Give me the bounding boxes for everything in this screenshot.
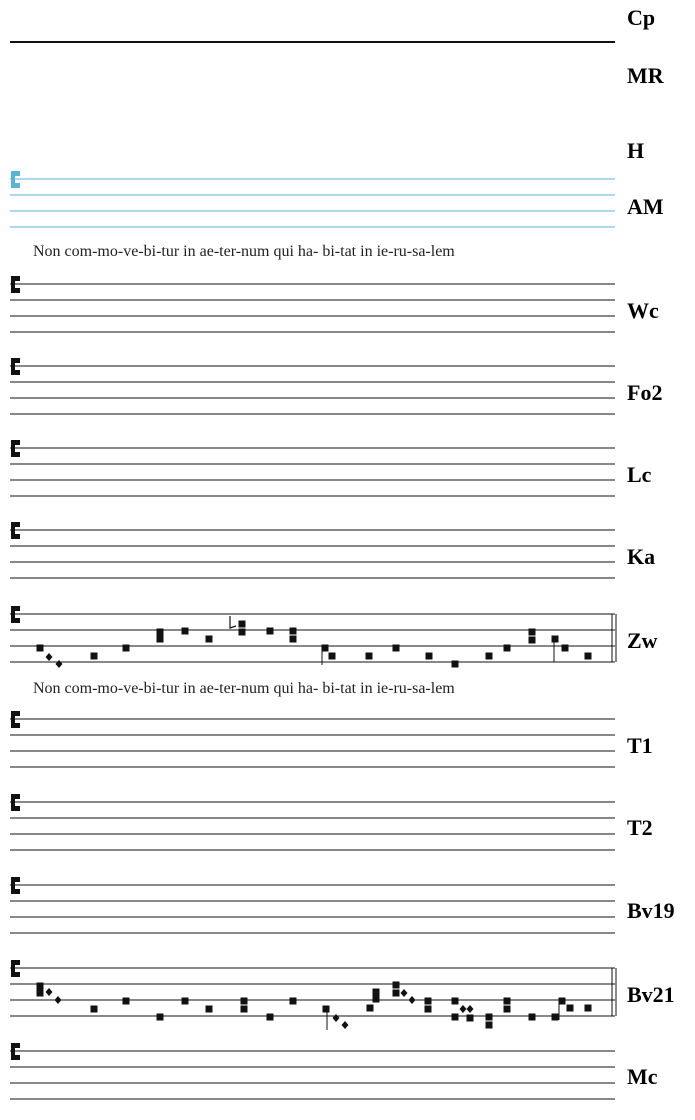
c-clef-icon [11, 806, 20, 811]
c-clef-icon [11, 440, 20, 445]
neume-square [157, 1014, 164, 1021]
neume-diamond [342, 1021, 349, 1029]
neume-diamond [46, 653, 53, 661]
neume-square [366, 653, 373, 660]
c-clef-icon [11, 606, 15, 623]
neume-square [567, 1005, 574, 1012]
c-clef-icon [11, 358, 20, 363]
neume-square [393, 990, 400, 997]
neume-square [367, 1005, 374, 1012]
siglum-lc: Lc [627, 462, 652, 487]
c-clef-icon [11, 370, 20, 375]
neume-square [504, 998, 511, 1005]
neume-square [529, 629, 536, 636]
c-clef-icon [11, 606, 20, 611]
neume-square [91, 653, 98, 660]
neume-diamond [333, 1014, 340, 1022]
neume-square [239, 629, 246, 636]
c-clef-icon [11, 711, 15, 728]
neume-square [123, 998, 130, 1005]
siglum-h: H [627, 138, 645, 163]
neume-diamond [56, 660, 63, 668]
c-clef-icon [11, 1055, 20, 1060]
neume-square [373, 996, 380, 1003]
neume-square [562, 645, 569, 652]
neume-square [37, 983, 44, 990]
c-clef-icon [11, 877, 15, 894]
siglum-ka: Ka [627, 544, 656, 569]
neume-square [182, 998, 189, 1005]
neume-square [267, 1014, 274, 1021]
neume-square [290, 636, 297, 643]
neume-square [267, 628, 274, 635]
neume-square [393, 645, 400, 652]
c-clef-icon [11, 794, 20, 799]
neume-square [467, 1015, 474, 1022]
neume-square [425, 998, 432, 1005]
c-clef-icon [11, 183, 20, 188]
neume-diamond [46, 988, 53, 996]
c-clef-icon [11, 711, 20, 716]
siglum-t2: T2 [627, 815, 653, 840]
neume-square [552, 1014, 559, 1021]
siglum-mr: MR [627, 63, 664, 88]
neume-square [91, 1006, 98, 1013]
neume-square [504, 645, 511, 652]
neume-square [373, 989, 380, 996]
siglum-bv21: Bv21 [627, 982, 675, 1007]
siglum-am: AM [627, 194, 664, 219]
c-clef-icon [11, 440, 15, 457]
c-clef-icon [11, 960, 15, 977]
c-clef-icon [11, 522, 15, 539]
c-clef-icon [11, 171, 15, 188]
neume-diamond [460, 1005, 467, 1013]
neume-square [37, 990, 44, 997]
neume-square [559, 998, 566, 1005]
neume-square [452, 1014, 459, 1021]
c-clef-icon [11, 276, 15, 293]
c-clef-icon [11, 1043, 15, 1060]
neume-square [206, 1006, 213, 1013]
neume-square [504, 1006, 511, 1013]
c-clef-icon [11, 1043, 20, 1048]
neume-square [206, 636, 213, 643]
neume-square [37, 645, 44, 652]
neume-square [123, 645, 130, 652]
neume-square [486, 1014, 493, 1021]
siglum-wc: Wc [627, 298, 659, 323]
c-clef-icon [11, 960, 20, 965]
neume-square [426, 653, 433, 660]
neume-square [486, 653, 493, 660]
header-rule [10, 41, 615, 43]
neume-square [290, 628, 297, 635]
staff-lines-group [10, 171, 616, 1099]
siglum-t1: T1 [627, 733, 653, 758]
neume-square [486, 1022, 493, 1029]
siglum-bv19: Bv19 [627, 898, 675, 923]
zw-neume-group [37, 616, 592, 668]
neume-square [329, 653, 336, 660]
siglum-zw: Zw [627, 628, 658, 653]
neume-square [552, 636, 559, 643]
c-clef-icon [11, 358, 15, 375]
neume-square [241, 1006, 248, 1013]
neume-diamond [409, 996, 416, 1004]
neume-square [393, 982, 400, 989]
c-clef-icon [11, 618, 20, 623]
neume-square [425, 1006, 432, 1013]
siglum-mc: Mc [627, 1064, 658, 1089]
neume-square [452, 998, 459, 1005]
neume-square [585, 653, 592, 660]
c-clef-icon [11, 972, 20, 977]
c-clef-icon [11, 276, 20, 281]
neume-square [529, 637, 536, 644]
c-clef-icon [11, 171, 20, 176]
c-clef-icon [11, 889, 20, 894]
lyrics-line-2: Non com-mo-ve-bi-tur in ae-ter-num qui ha- bi-tat in ie-ru-sa-lem [33, 680, 455, 697]
c-clef-icon [11, 723, 20, 728]
c-clef-icon [11, 522, 20, 527]
flat-sign-icon [230, 616, 236, 628]
c-clef-icon [11, 534, 20, 539]
neume-square [323, 1006, 330, 1013]
siglum-fo2: Fo2 [627, 380, 663, 405]
neume-diamond [401, 989, 408, 997]
neume-square [157, 629, 164, 636]
bv21-neume-group [37, 982, 592, 1031]
neume-square [585, 1005, 592, 1012]
neume-square [452, 661, 459, 668]
lyrics-line-1: Non com-mo-ve-bi-tur in ae-ter-num qui ha- bi-tat in ie-ru-sa-lem [33, 243, 455, 260]
neume-square [241, 998, 248, 1005]
c-clef-icon [11, 794, 15, 811]
neume-square [290, 998, 297, 1005]
siglum-cp: Cp [627, 5, 656, 30]
neume-square [322, 645, 329, 652]
neume-square [239, 621, 246, 628]
neume-square [529, 1014, 536, 1021]
neume-diamond [467, 1005, 474, 1013]
c-clef-icon [11, 288, 20, 293]
neume-square [157, 636, 164, 643]
neume-square [182, 628, 189, 635]
c-clef-icon [11, 877, 20, 882]
c-clef-icon [11, 452, 20, 457]
neume-diamond [55, 996, 62, 1004]
